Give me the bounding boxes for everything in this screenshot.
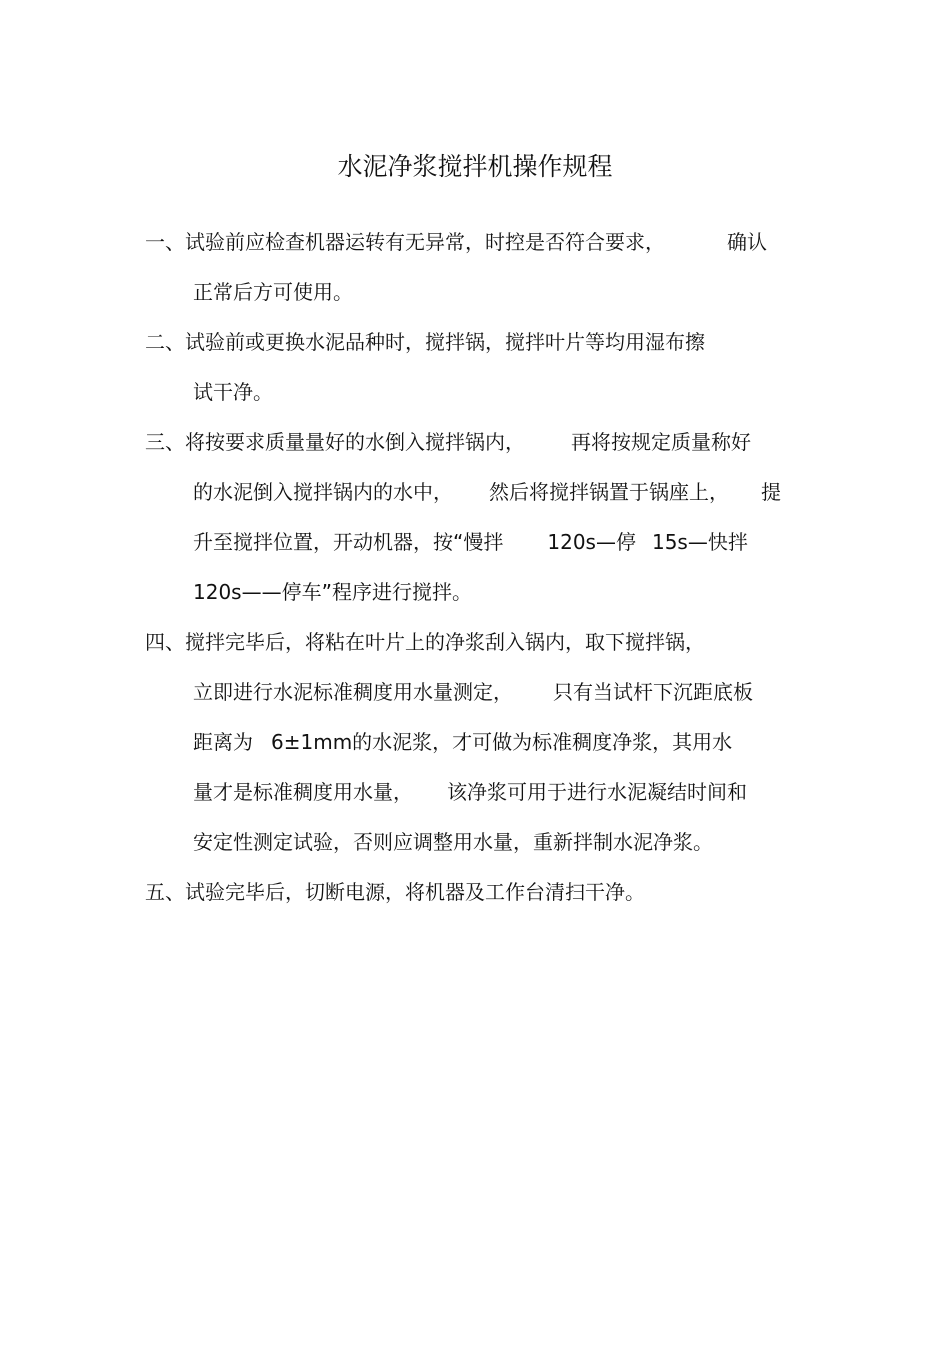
text-segment: 然后将搅拌锅置于锅座上， [489,480,729,504]
item-4-line-1 [145,628,705,656]
item-4-line-4 [193,778,747,806]
text-segment: 120s—停 [547,530,636,554]
text-segment: 四、搅拌完毕后，将粘在叶片上的净浆刮入锅内，取下搅拌锅， [145,630,705,654]
item-5-line-1 [145,878,645,906]
text-segment: 提 [761,480,781,504]
text-segment: 距离为 [193,730,253,754]
item-1-line-2 [193,278,353,306]
text-segment: 一、试验前应检查机器运转有无异常，时控是否符合要求， [145,230,665,254]
text-segment: 量才是标准稠度用水量， [193,780,413,804]
item-3-line-1 [145,428,751,456]
item-3-line-2 [193,478,781,506]
text-segment: 安定性测定试验，否则应调整用水量，重新拌制水泥净浆。 [193,830,713,854]
text-segment: 试干净。 [193,380,273,404]
text-segment: 三、将按要求质量量好的水倒入搅拌锅内， [145,430,525,454]
text-segment: 五、试验完毕后，切断电源，将机器及工作台清扫干净。 [145,880,645,904]
text-segment: 6±1mm的水泥浆，才可做为标准稠度净浆，其用水 [271,730,733,754]
text-segment: 二、试验前或更换水泥品种时，搅拌锅，搅拌叶片等均用湿布擦 [145,330,705,354]
text-segment: 120s——停车”程序进行搅拌。 [193,580,472,604]
item-4-line-5 [193,828,713,856]
text-segment: 的水泥倒入搅拌锅内的水中， [193,480,453,504]
item-2-line-1 [145,328,705,356]
text-segment: 确认 [727,230,767,254]
text-segment: 再将按规定质量称好 [571,430,751,454]
item-3-line-4 [193,578,472,606]
text-segment: 立即进行水泥标准稠度用水量测定， [193,680,513,704]
item-2-line-2 [193,378,273,406]
item-1-line-1 [145,228,767,256]
item-3-line-3 [193,528,748,556]
text-segment: 该净浆可用于进行水泥凝结时间和 [447,780,747,804]
item-4-line-3 [193,728,732,756]
item-4-line-2 [193,678,753,706]
text-segment: 只有当试杆下沉距底板 [553,680,753,704]
text-segment: 正常后方可使用。 [193,280,353,304]
document-title: 水泥净浆搅拌机操作规程 [337,152,613,181]
text-segment: 15s—快拌 [651,530,748,554]
text-segment: 升至搅拌位置，开动机器，按“慢拌 [193,530,504,554]
